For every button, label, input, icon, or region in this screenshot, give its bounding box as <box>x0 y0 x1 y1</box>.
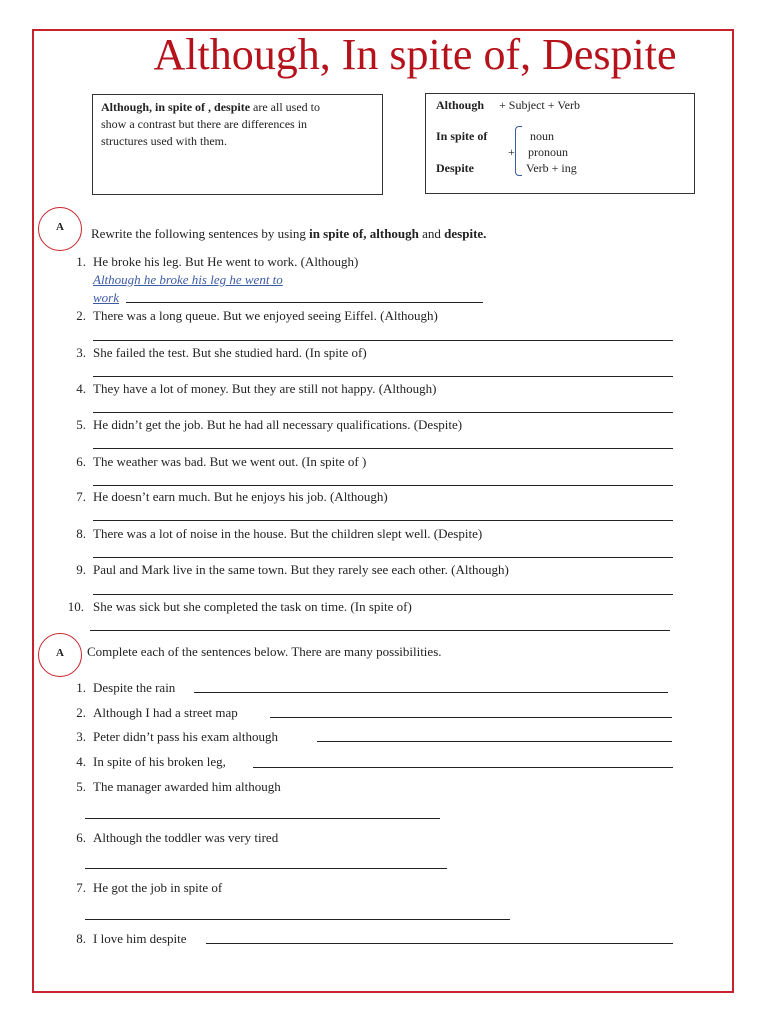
rewrite-sentence: There was a long queue. But we enjoyed seeing Eiffel. (Although) <box>93 308 438 323</box>
item-number: 5. <box>76 417 86 432</box>
item-number: 7. <box>76 489 86 504</box>
structure-although-rule: + Subject + Verb <box>499 98 580 112</box>
answer-line[interactable] <box>93 448 673 449</box>
item-number: 4. <box>76 381 86 396</box>
info-line-2: show a contrast but there are differences in <box>101 117 308 131</box>
complete-sentence: Peter didn’t pass his exam although <box>93 729 278 744</box>
answer-line-a1[interactable] <box>126 302 483 303</box>
item-number: 5. <box>76 779 86 794</box>
structure-despite: Despite <box>436 161 474 175</box>
answer-line[interactable] <box>93 594 673 595</box>
section-a-badge: A <box>38 207 82 251</box>
item-number: 7. <box>76 880 86 895</box>
structure-plus: + <box>508 145 515 159</box>
info-bold-lead: Although, in spite of , despite <box>101 100 251 114</box>
complete-sentence: The manager awarded him although <box>93 779 281 794</box>
complete-sentence: In spite of his broken leg, <box>93 754 226 769</box>
rewrite-sentence: He broke his leg. But He went to work. (Although) <box>93 254 359 269</box>
example-answer-line-2: work <box>93 290 119 305</box>
section-b-instruction: Complete each of the sentences below. There are many possibilities. <box>87 644 442 659</box>
complete-sentence: Despite the rain <box>93 680 176 695</box>
example-answer-line-1: Although he broke his leg he went to <box>93 272 283 287</box>
rewrite-sentence: He doesn’t earn much. But he enjoys his job. (Although) <box>93 489 388 504</box>
complete-sentence: He got the job in spite of <box>93 880 223 895</box>
complete-sentence: Although the toddler was very tired <box>93 830 279 845</box>
item-number: 6. <box>76 830 86 845</box>
item-number: 8. <box>76 931 86 946</box>
info-line-1 <box>101 99 374 116</box>
info-text-1: are all used to <box>250 100 321 114</box>
answer-line[interactable] <box>93 520 673 521</box>
item-number: 9. <box>76 562 86 577</box>
answer-line[interactable] <box>194 692 668 693</box>
section-b-badge: A <box>38 633 82 677</box>
answer-line[interactable] <box>93 412 673 413</box>
answer-line[interactable] <box>270 717 672 718</box>
item-number: 2. <box>76 705 86 720</box>
answer-line[interactable] <box>85 919 510 920</box>
info-box-contrast <box>92 94 383 195</box>
instruction-mid: and <box>418 226 445 241</box>
instruction-bold-2: despite. <box>444 226 487 241</box>
item-number: 3. <box>76 729 86 744</box>
item-number: 1. <box>76 254 86 269</box>
section-a-instruction <box>91 226 486 242</box>
answer-line[interactable] <box>206 943 673 944</box>
answer-line[interactable] <box>317 741 672 742</box>
rewrite-sentence: They have a lot of money. But they are still not happy. (Although) <box>93 381 437 396</box>
rewrite-sentence: There was a lot of noise in the house. But the children slept well. (Despite) <box>93 526 483 541</box>
complete-sentence: I love him despite <box>93 931 187 946</box>
structure-pronoun: pronoun <box>528 145 568 159</box>
answer-line[interactable] <box>85 868 447 869</box>
rewrite-sentence: Paul and Mark live in the same town. But they rarely see each other. (Although) <box>93 562 509 577</box>
answer-line[interactable] <box>93 340 673 341</box>
answer-line[interactable] <box>253 767 673 768</box>
answer-line[interactable] <box>93 557 673 558</box>
answer-line[interactable] <box>90 630 670 631</box>
rewrite-sentence: She failed the test. But she studied hard. (In spite of) <box>93 345 367 360</box>
item-number: 3. <box>76 345 86 360</box>
structure-in-spite-of: In spite of <box>436 129 488 143</box>
structure-noun: noun <box>530 129 554 143</box>
rewrite-sentence: She was sick but she completed the task on time. (In spite of) <box>93 599 412 614</box>
answer-line[interactable] <box>93 376 673 377</box>
info-line-3: structures used with them. <box>101 134 227 148</box>
item-number: 10. <box>67 599 84 614</box>
rewrite-sentence: He didn’t get the job. But he had all necessary qualifications. (Despite) <box>93 417 463 432</box>
structure-verb-ing: Verb + ing <box>526 161 577 175</box>
instruction-bold-1: in spite of, although <box>309 226 419 241</box>
item-number: 8. <box>76 526 86 541</box>
item-number: 1. <box>76 680 86 695</box>
rewrite-sentence: The weather was bad. But we went out. (In spite of ) <box>93 454 367 469</box>
item-number: 2. <box>76 308 86 323</box>
answer-line[interactable] <box>93 485 673 486</box>
answer-line[interactable] <box>85 818 440 819</box>
item-number: 6. <box>76 454 86 469</box>
complete-sentence: Although I had a street map <box>93 705 238 720</box>
structure-although: Although <box>436 98 485 112</box>
page-title: Although, In spite of, Despite <box>153 30 677 79</box>
instruction-pre: Rewrite the following sentences by using <box>91 226 310 241</box>
item-number: 4. <box>76 754 86 769</box>
structure-brace <box>515 126 522 176</box>
